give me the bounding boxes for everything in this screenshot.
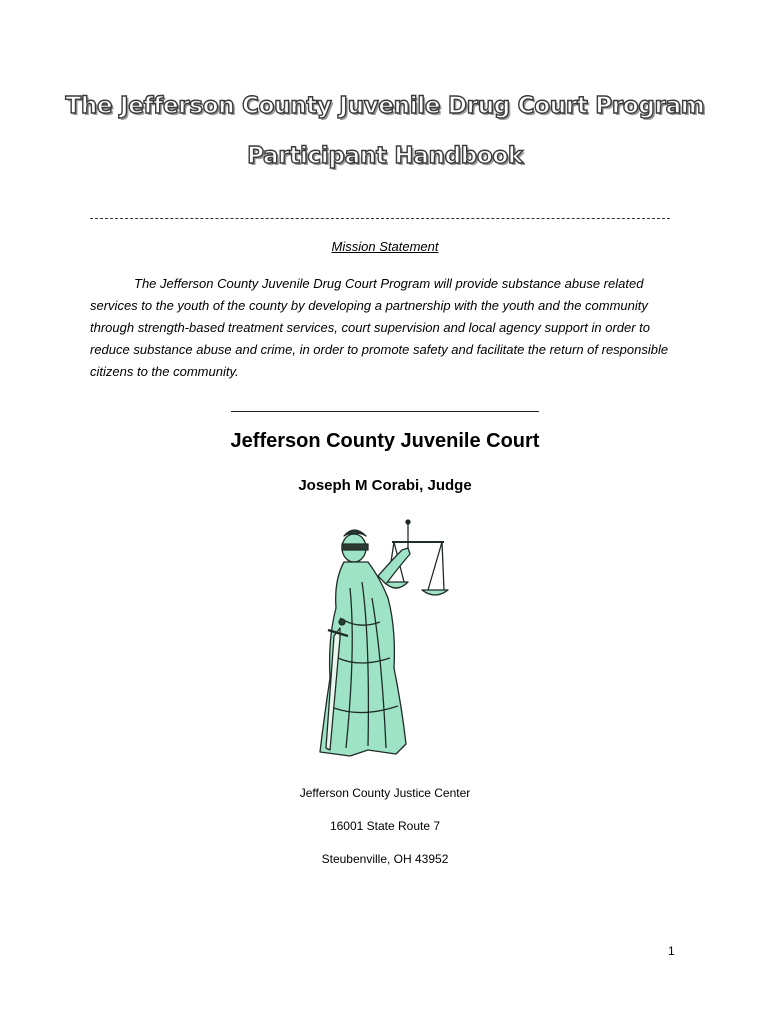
court-name: Jefferson County Juvenile Court	[230, 430, 540, 452]
document-title-line-2: Participant Handbook	[247, 143, 523, 169]
top-divider	[90, 218, 670, 219]
mission-heading: Mission Statement	[331, 239, 439, 254]
mission-body: The Jefferson County Juvenile Drug Court Program will provide substance abuse related services to the youth of the county by developing a partnership with the youth and the community through strength-based treatment services, court supervision and local agency support in order to reduce substance abuse and crime, in order to promote safety and facilitate the return of responsible citizens to the community.	[90, 276, 669, 379]
address-line-1: Jefferson County Justice Center	[299, 786, 471, 800]
address-line-2: 16001 State Route 7	[329, 819, 441, 833]
document-title-line-1: The Jefferson County Juvenile Drug Court Program	[65, 93, 705, 119]
address-line-3: Steubenville, OH 43952	[321, 852, 449, 866]
judge-name: Joseph M Corabi, Judge	[298, 477, 472, 494]
page-number: 1	[668, 944, 675, 958]
lady-justice-icon	[310, 518, 460, 763]
mission-statement	[90, 273, 670, 383]
middle-divider	[231, 411, 539, 412]
